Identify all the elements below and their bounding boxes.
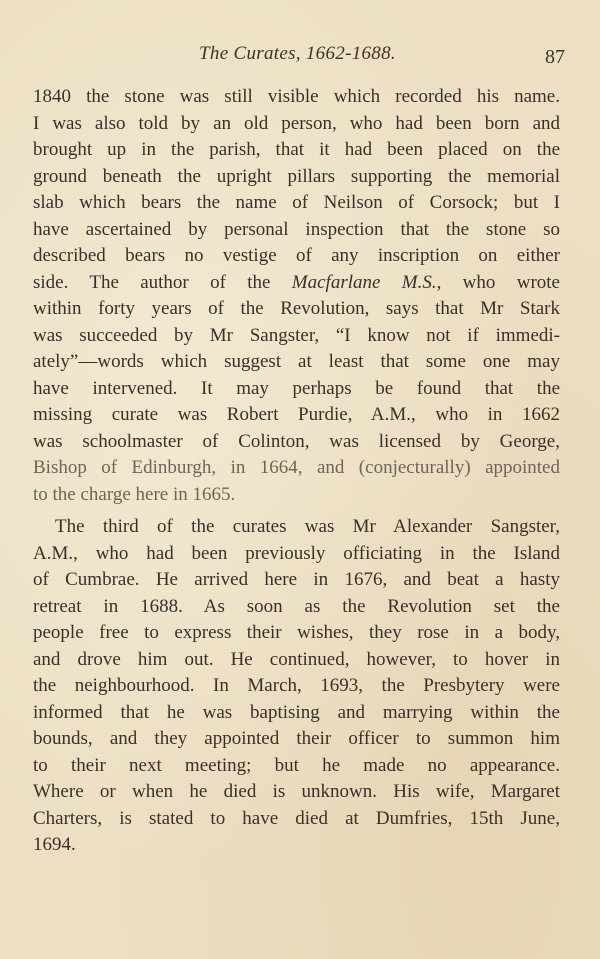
text-line-with-italic-title bbox=[33, 270, 560, 297]
text-line: Where or when he died is unknown. His wife, Margaret bbox=[33, 781, 560, 802]
text-line: have ascertained by personal inspection that the stone so bbox=[33, 218, 560, 240]
page-number: 87 bbox=[545, 46, 565, 68]
text-line: missing curate was Robert Purdie, A.M., who in 1662 bbox=[33, 404, 560, 425]
text-line: brought up in the parish, that it had been placed on the bbox=[33, 139, 560, 160]
text-line: have intervened. It may perhaps be found that the bbox=[33, 377, 560, 399]
text-line: Bishop of Edinburgh, in 1664, and (conjecturally) appointed bbox=[33, 457, 560, 478]
text-line: 1840 the stone was still visible which recorded his name. bbox=[33, 86, 560, 107]
text-segment: side. The author of the bbox=[33, 271, 292, 293]
text-line: people free to express their wishes, they rose in a body, bbox=[33, 622, 560, 643]
paragraph-2 bbox=[33, 514, 560, 859]
manuscript-title-italic: Macfarlane M.S. bbox=[291, 271, 437, 293]
running-title: The Curates, 1662-1688. bbox=[199, 43, 396, 64]
text-line: was schoolmaster of Colinton, was licensed by George, bbox=[33, 430, 560, 452]
body-text bbox=[33, 84, 560, 859]
text-line: to their next meeting; but he made no appearance. bbox=[33, 754, 560, 776]
text-line: and drove him out. He continued, however, to hover in bbox=[33, 648, 560, 670]
text-line: described bears no vestige of any inscription on either bbox=[33, 245, 560, 266]
text-line: I was also told by an old person, who had been born and bbox=[33, 112, 560, 134]
text-line: ately”—words which suggest at least that some one may bbox=[33, 351, 560, 372]
text-line: to the charge here in 1665. bbox=[33, 483, 236, 505]
running-head bbox=[30, 40, 565, 68]
text-line: of Cumbrae. He arrived here in 1676, and beat a hasty bbox=[33, 569, 560, 590]
text-line: slab which bears the name of Neilson of Corsock; but I bbox=[33, 192, 560, 213]
text-line: bounds, and they appointed their officer to summon him bbox=[33, 728, 560, 749]
text-line: Charters, is stated to have died at Dumfries, 15th June, bbox=[33, 807, 560, 829]
text-line: ground beneath the upright pillars supporting the memorial bbox=[33, 165, 560, 187]
text-line: The third of the curates was Mr Alexander Sangster, bbox=[55, 516, 560, 537]
text-line: within forty years of the Revolution, says that Mr Stark bbox=[33, 298, 560, 319]
text-line: informed that he was baptising and marrying within the bbox=[33, 701, 560, 723]
text-line: A.M., who had been previously officiating in the Island bbox=[33, 542, 560, 564]
text-segment: , who wrote bbox=[436, 271, 560, 293]
text-line: the neighbourhood. In March, 1693, the Presbytery were bbox=[33, 675, 560, 696]
text-line: retreat in 1688. As soon as the Revolution set the bbox=[33, 595, 560, 617]
text-line: was succeeded by Mr Sangster, “I know not if immedi- bbox=[33, 324, 560, 346]
paragraph-1 bbox=[33, 84, 560, 508]
text-line: 1694. bbox=[33, 834, 76, 855]
